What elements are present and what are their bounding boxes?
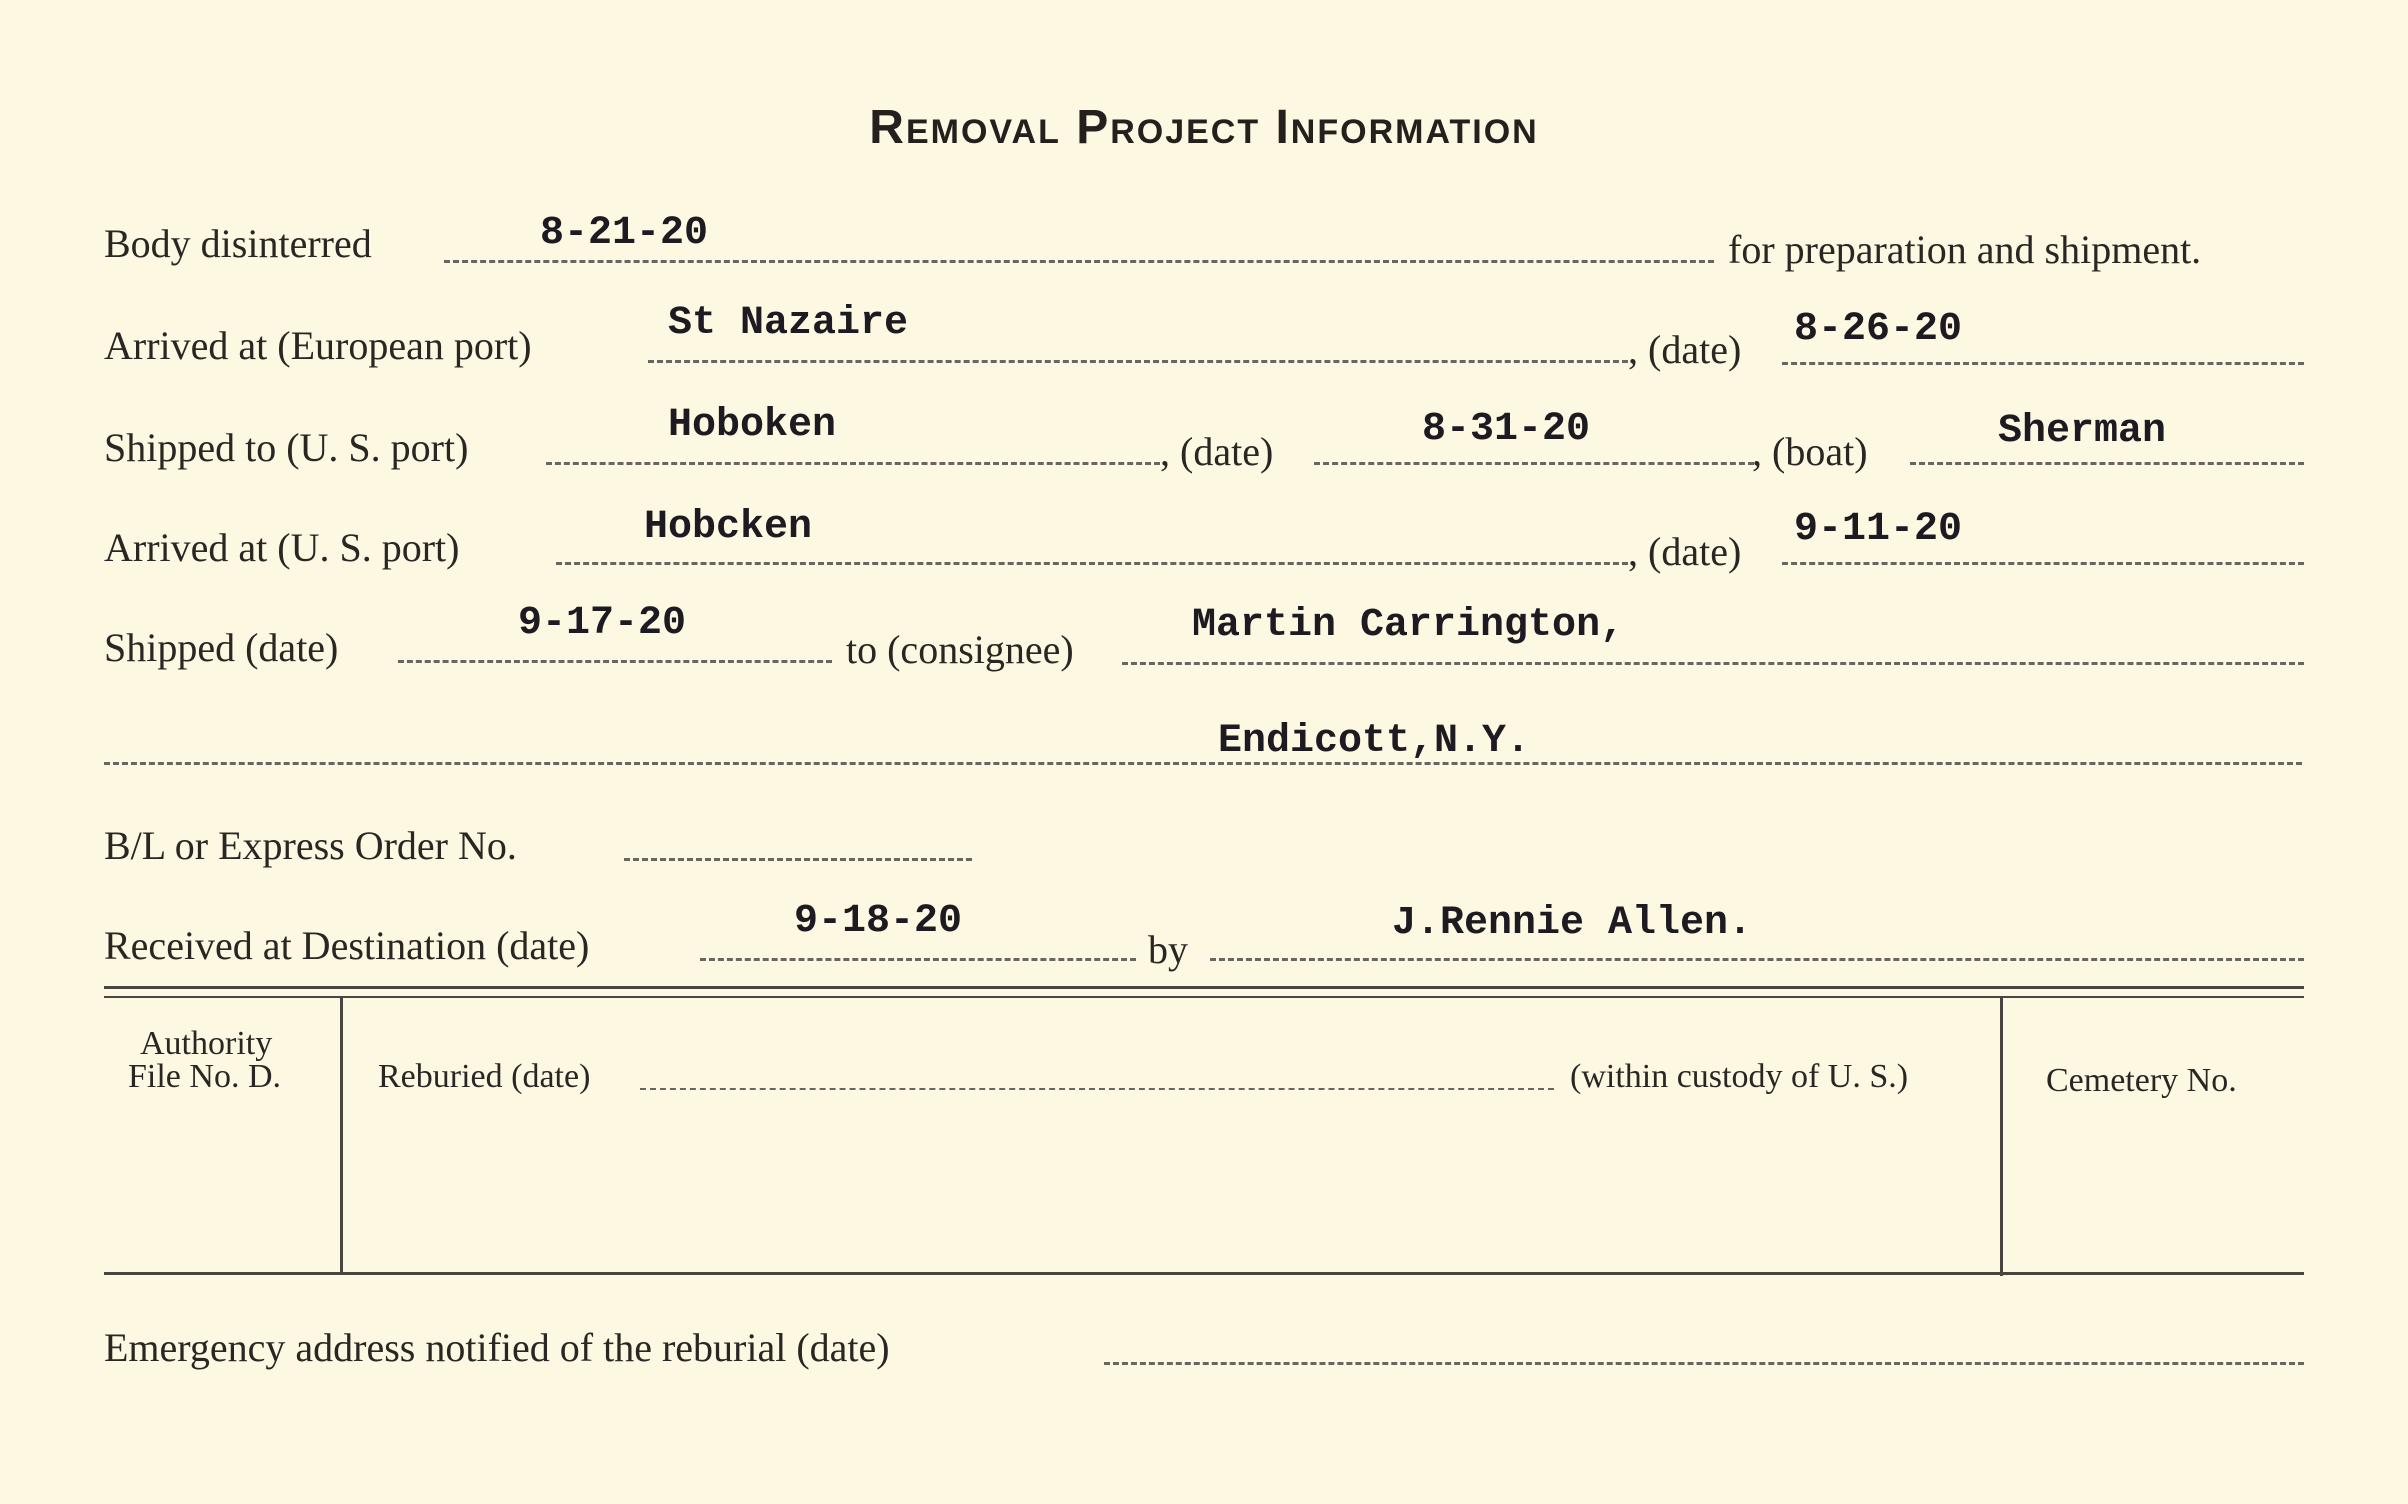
received-by-value: J.Rennie Allen. [1392, 901, 1753, 946]
us-port-arrived-value: Hobcken [644, 505, 813, 550]
european-date-line [1782, 362, 2304, 365]
shipped-date-label: Shipped (date) [104, 625, 339, 670]
for-preparation-label: for preparation and shipment. [1728, 227, 2202, 272]
arrived-european-label: Arrived at (European port) [104, 323, 532, 368]
box-divider-right [2000, 998, 2003, 1276]
received-date-line [700, 958, 1136, 961]
emergency-address-label: Emergency address notified of the reburial (date) [104, 1325, 890, 1370]
consignee-value: Martin Carrington, [1192, 603, 1625, 648]
body-disinterred-label: Body disinterred [104, 221, 372, 266]
boat-line [1910, 462, 2304, 465]
european-port-line [648, 360, 1628, 363]
within-custody-label: (within custody of U. S.) [1570, 1058, 1909, 1095]
top-rule-2 [104, 996, 2304, 998]
shipped-date-line-row3 [1314, 462, 1754, 465]
authority-label-line2: File No. D. [128, 1058, 281, 1095]
boat-value: Sherman [1998, 409, 2167, 454]
shipped-date-value: 9-17-20 [518, 601, 687, 646]
us-arrival-date-label: , (date) [1628, 529, 1742, 574]
top-rule-1 [104, 986, 2304, 989]
disinterred-date-line [444, 260, 1714, 263]
received-by-label: by [1148, 927, 1188, 972]
us-port-shipped-line [546, 462, 1160, 465]
authority-label-line1: Authority [140, 1025, 273, 1062]
shipped-date-label-row3: , (date) [1160, 429, 1274, 474]
consignee-address-line [104, 762, 2302, 765]
consignee-address-value: Endicott,N.Y. [1218, 719, 1531, 764]
reburied-date-label: Reburied (date) [378, 1058, 591, 1095]
received-date-value: 9-18-20 [794, 899, 963, 944]
us-port-shipped-value: Hoboken [668, 403, 837, 448]
emergency-date-line [1104, 1362, 2304, 1365]
bottom-rule [104, 1272, 2304, 1275]
european-port-value: St Nazaire [668, 301, 909, 346]
disinterred-date-value: 8-21-20 [540, 211, 709, 256]
us-port-arrived-line [556, 562, 1628, 565]
cemetery-no-label: Cemetery No. [2046, 1062, 2237, 1099]
boat-label: , (boat) [1752, 429, 1868, 474]
us-arrival-date-line [1782, 562, 2304, 565]
received-destination-label: Received at Destination (date) [104, 923, 590, 968]
reburied-date-line [640, 1088, 1554, 1090]
box-divider-left [340, 998, 343, 1272]
shipped-date-line [398, 660, 832, 663]
bl-order-label: B/L or Express Order No. [104, 823, 517, 868]
bl-order-line [624, 858, 972, 861]
european-date-value: 8-26-20 [1794, 307, 1963, 352]
consignee-label: to (consignee) [846, 627, 1074, 672]
received-by-line [1210, 958, 2304, 961]
us-arrival-date-value: 9-11-20 [1794, 507, 1963, 552]
consignee-line [1122, 662, 2304, 665]
shipped-to-us-label: Shipped to (U. S. port) [104, 425, 469, 470]
arrived-us-label: Arrived at (U. S. port) [104, 525, 460, 570]
european-date-label: , (date) [1628, 327, 1742, 372]
shipped-date-value-row3: 8-31-20 [1422, 407, 1591, 452]
form-title: Removal Project Information [869, 101, 1539, 154]
